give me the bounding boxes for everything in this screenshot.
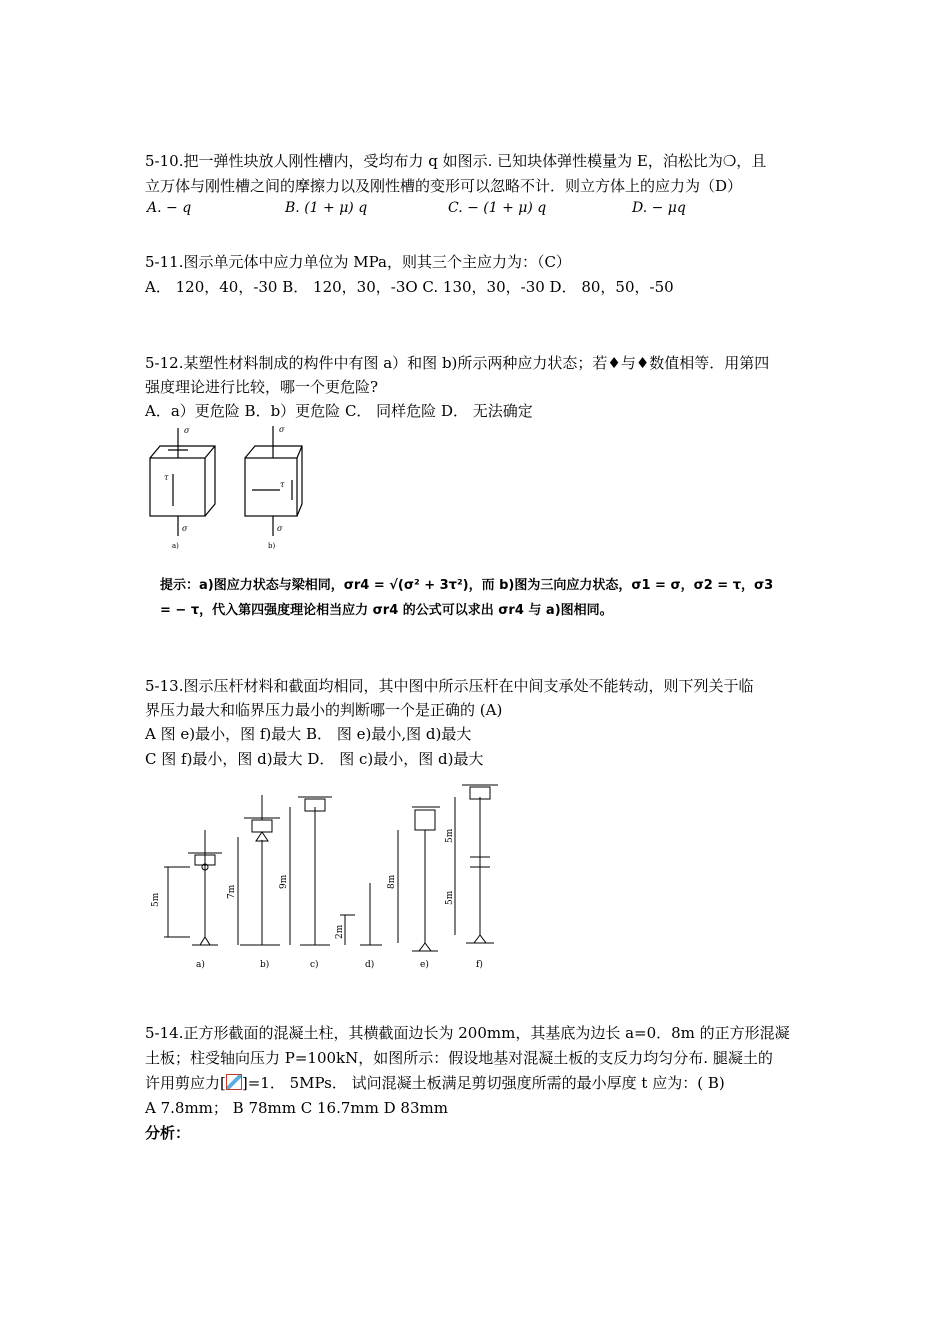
column-d	[340, 883, 382, 945]
column-b	[238, 795, 280, 945]
label-d: d)	[365, 960, 375, 970]
sigma-top-a: σ	[184, 426, 190, 435]
column-a	[164, 830, 222, 945]
tau-a: τ	[164, 473, 169, 482]
q514-line3	[145, 1073, 725, 1093]
q511-line2: A． 120，40，-30 B． 120，30，-3O C. 130，30，-30 D． 80，50，-50	[145, 278, 674, 296]
q514-line3-start: 许用剪应力[	[145, 1074, 226, 1092]
q510-option-c: C. − (1 + μ) q	[448, 200, 547, 216]
q511-line1: 5-11.图示单元体中应力单位为 MPa，则其三个主应力为：（C）	[145, 253, 571, 271]
length-f-lower: 5m	[445, 890, 455, 905]
element-b	[245, 426, 302, 536]
label-e: e)	[420, 960, 429, 970]
length-e: 8m	[387, 874, 397, 889]
length-f-upper: 5m	[445, 828, 455, 843]
column-e	[398, 807, 440, 951]
label-b: b)	[260, 960, 270, 970]
length-d: 2m	[335, 924, 345, 939]
element-a	[150, 428, 215, 536]
q513-line2: 界压力最大和临界压力最小的判断哪一个是正确的 (A)	[145, 701, 503, 719]
label-f: f)	[476, 960, 483, 970]
q513-line1: 5-13.图示压杆材料和截面均相同，其中图中所示压杆在中间支承处不能转动，则下列关于临	[145, 677, 754, 695]
q512-hint-line1: 提示：a)图应力状态与梁相同，σr4 = √(σ² + 3τ²)，而 b)图为三向应力状态，σ1 = σ，σ2 = τ，σ3	[160, 578, 774, 593]
q512-hint-line2: = − τ，代入第四强度理论相当应力 σr4 的公式可以求出 σr4 与 a)图相同。	[160, 603, 613, 618]
label-c: c)	[310, 960, 319, 970]
column-f	[455, 785, 498, 943]
sigma-bottom-b: σ	[277, 524, 283, 533]
q512-line1: 5-12.某塑性材料制成的构件中有图 a）和图 b)所示两种应力状态；若♦与♦数值相等．用第四	[145, 354, 770, 372]
q510-option-d: D. − μq	[632, 200, 686, 216]
sigma-bottom-a: σ	[182, 524, 188, 533]
q510-line2: 立万体与刚性槽之间的摩擦力以及刚性槽的变形可以忽略不计．则立方体上的应力为（D）	[145, 177, 743, 195]
sigma-top-b: σ	[279, 425, 285, 434]
q514-line2: 土板；柱受轴向压力 P=100kN，如图所示：假设地基对混凝土板的支反力均匀分布. 腿凝土的	[145, 1049, 773, 1067]
label-b: b)	[268, 542, 276, 550]
q514-line1: 5-14.正方形截面的混凝土柱，其横截面边长为 200mm，其基底为边长 a=0．8m 的正方形混凝	[145, 1024, 790, 1042]
broken-image-icon	[226, 1074, 242, 1090]
q513-line4: C 图 f)最小，图 d)最大 D． 图 c)最小，图 d)最大	[145, 750, 484, 768]
q514-line4: A 7.8mm； B 78mm C 16.7mm D 83mm	[145, 1099, 448, 1117]
label-a: a)	[196, 960, 205, 970]
length-c: 9m	[279, 874, 289, 889]
tau-b: τ	[280, 480, 285, 489]
stress-state-figure	[140, 420, 310, 560]
q512-line3: A．a）更危险 B．b）更危险 C． 同样危险 D． 无法确定	[145, 402, 533, 420]
q513-line3: A 图 e)最小，图 f)最大 B． 图 e)最小,图 d)最大	[145, 725, 472, 743]
label-a: a)	[172, 542, 179, 550]
q514-analysis: 分析：	[145, 1124, 191, 1142]
q514-line3-end: ]=1． 5MPs． 试问混凝土板满足剪切强度所需的最小厚度 t 应为：( B)	[241, 1074, 725, 1092]
q510-option-a: A. − q	[147, 200, 192, 216]
q512-line2: 强度理论进行比较，哪一个更危险?	[145, 378, 379, 396]
length-b: 7m	[227, 884, 237, 899]
q510-options	[145, 200, 845, 220]
column-c	[290, 797, 332, 945]
column-buckling-figure	[150, 775, 500, 975]
q510-option-b: B. (1 + μ) q	[285, 200, 368, 216]
length-a: 5m	[151, 892, 161, 907]
q510-line1: 5-10.把一弹性块放人刚性槽内，受均布力 q 如图示. 已知块体弹性模量为 E，泊松比为❍，且	[145, 152, 767, 170]
